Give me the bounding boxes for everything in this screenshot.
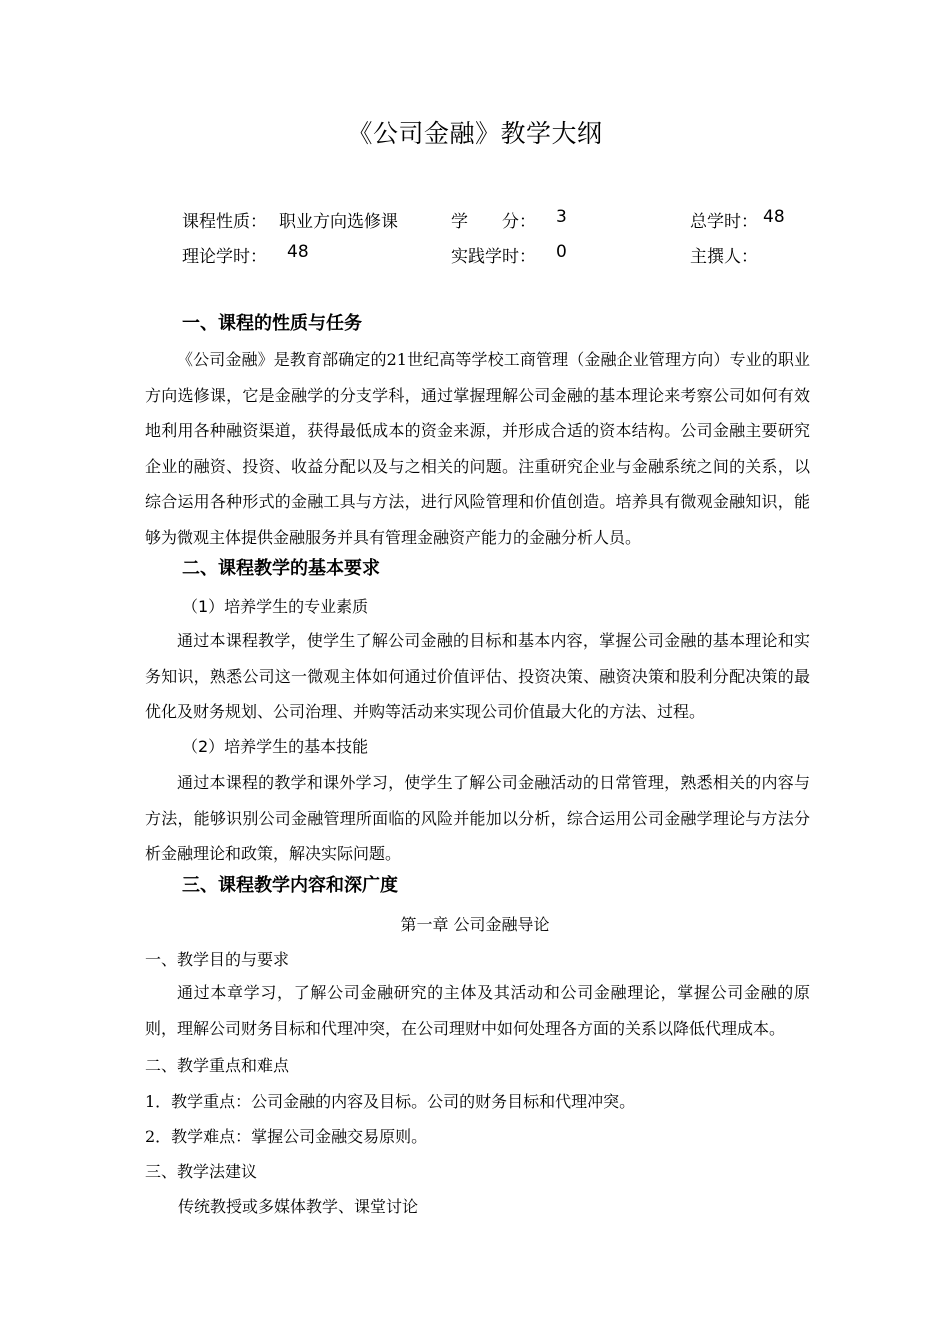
total-hours-value: 48	[763, 207, 785, 227]
section-heading-requirements: 二、课程教学的基本要求	[182, 558, 380, 579]
course-nature-value: 职业方向选修课	[279, 212, 398, 232]
practice-hours-label: 实践学时：	[451, 247, 536, 267]
item-body-methods: 传统教授或多媒体教学、课堂讨论	[178, 1197, 419, 1216]
key-point-1: 1．教学重点：公司金融的内容及目标。公司的财务目标和代理冲突。	[145, 1092, 636, 1111]
course-nature-label: 课程性质：	[182, 212, 267, 232]
theory-hours-label: 理论学时：	[182, 247, 267, 267]
section-heading-content: 三、课程教学内容和深广度	[182, 875, 398, 896]
item-heading-objectives: 一、教学目的与要求	[145, 950, 290, 969]
practice-hours-value: 0	[556, 242, 567, 262]
chapter-title: 第一章 公司金融导论	[400, 915, 550, 934]
key-point-2: 2．教学难点：掌握公司金融交易原则。	[145, 1127, 428, 1146]
item-heading-key-points: 二、教学重点和难点	[145, 1056, 290, 1075]
item-heading-methods: 三、教学法建议	[145, 1162, 258, 1181]
subheading-professional: （1）培养学生的专业素质	[182, 597, 369, 616]
credit-label: 学 分：	[451, 212, 536, 232]
page-title: 《公司金融》教学大纲	[347, 119, 603, 148]
total-hours-label: 总学时：	[690, 212, 758, 232]
subheading-skills: （2）培养学生的基本技能	[182, 737, 369, 756]
body-professional: 通过本课程教学，使学生了解公司金融的目标和基本内容，掌握公司金融的基本理论和实务知识，熟悉公司这一微观主体如何通过价值评估、投资决策、融资决策和股利分配决策的最优化及财务规划、公司治理、并购等活动来实现公司价值最大化的方法、过程。	[145, 631, 810, 721]
theory-hours-value: 48	[287, 242, 309, 262]
section-heading-nature: 一、课程的性质与任务	[182, 313, 362, 334]
section-body-nature: 《公司金融》是教育部确定的21世纪高等学校工商管理（金融企业管理方向）专业的职业方向选修课，它是金融学的分支学科，通过掌握理解公司金融的基本理论来考察公司如何有效地利用各种融资渠道，获得最低成本的资金来源，并形成合适的资本结构。公司金融主要研究企业的融资、投资、收益分配以及与之相关的问题。注重研究企业与金融系统之间的关系，以综合运用各种形式的金融工具与方法，进行风险管理和价值创造。培养具有微观金融知识，能够为微观主体提供金融服务并具有管理金融资产能力的金融分析人员。	[145, 350, 810, 547]
item-body-objectives: 通过本章学习，了解公司金融研究的主体及其活动和公司金融理论，掌握公司金融的原则，理解公司财务目标和代理冲突，在公司理财中如何处理各方面的关系以降低代理成本。	[145, 983, 810, 1038]
author-label: 主撰人：	[690, 247, 758, 267]
credit-value: 3	[556, 207, 567, 227]
body-skills: 通过本课程的教学和课外学习，使学生了解公司金融活动的日常管理，熟悉相关的内容与方法，能够识别公司金融管理所面临的风险并能加以分析，综合运用公司金融学理论与方法分析金融理论和政策，解决实际问题。	[145, 773, 810, 863]
